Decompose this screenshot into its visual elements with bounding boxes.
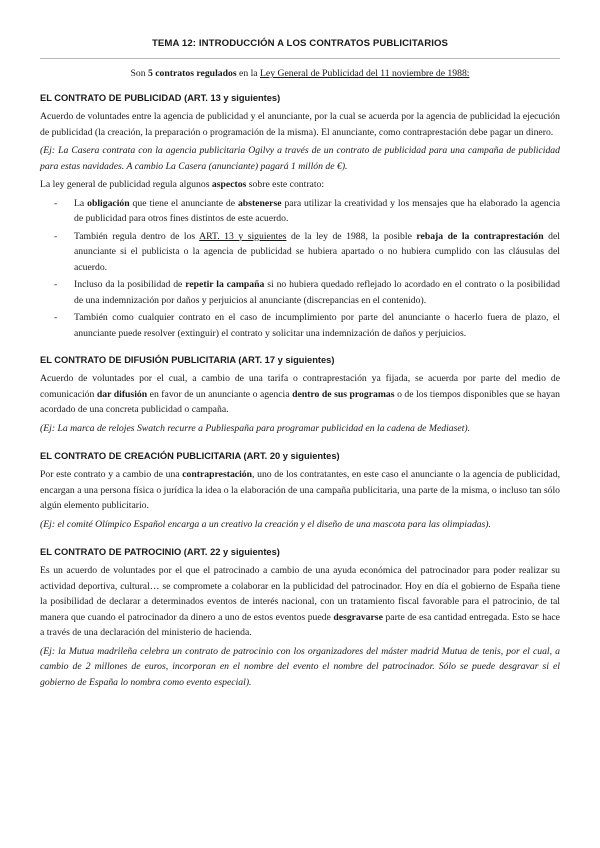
paragraph: Acuerdo de voluntades entre la agencia de publicidad y el anunciante, por la cual se acuerda por la agencia de publicidad la ejecución de publicidad (la creación, la preparación o programación de la misma). El anunciante, como contraprestación debe pagar un dinero. [40, 111, 560, 138]
section-heading-patrocinio: EL CONTRATO DE PATROCINIO (ART. 22 y siguientes) [40, 547, 280, 557]
text-run: en favor de un anunciante o agencia [147, 388, 293, 400]
list-item [54, 310, 560, 341]
example-paragraph: (Ej: el comité Olímpico Español encarga a un creativo la creación y el diseño de una mascota para las olimpiadas). [40, 518, 491, 530]
section-heading-publicidad: EL CONTRATO DE PUBLICIDAD (ART. 13 y siguientes) [40, 93, 281, 103]
intro-text: en la [236, 68, 261, 79]
dash-bullet: - [54, 197, 58, 209]
bold-run: obligación [87, 197, 130, 209]
bold-run: dentro de sus programas [292, 388, 395, 400]
text-run: parte de esa cantidad entregada. Esto se hace a través de una declaración del ministerio de hacienda. [40, 611, 560, 638]
section-heading-creacion: EL CONTRATO DE CREACIÓN PUBLICITARIA (ART. 20 y siguientes) [40, 451, 340, 461]
example-paragraph: (Ej: la Mutua madrileña celebra un contrato de patrocinio con los organizadores del máster madrid Mutua de tenis, por el cual, a cambio de 2 millones de euros, incorporan en el nombre del evento el nombre del patrocinador. Sólo se puede desgravar si el gobierno de España lo nombra como evento especial). [40, 645, 560, 688]
dash-bullet: - [54, 279, 58, 290]
text-run: sobre este contrato: [246, 179, 325, 190]
bold-run: rebaja de la contraprestación [416, 230, 544, 242]
paragraph [40, 467, 560, 514]
text-run: si no hubiera quedado reflejado lo acordado en el contrato o la posibilidad de una indemnización por daños y perjuicios al anunciante (discrepancias en el contenido). [74, 279, 560, 306]
intro-text: Son [130, 68, 148, 79]
text-run: , uno de los contratantes, en este caso el anunciante o la agencia de publicidad, encargan a una persona física o jurídica la idea o la elaboración de una campaña publicitaria, una parte de la misma, o incluso tan sólo algún elemento publicitario. [40, 469, 560, 511]
bold-run: dar difusión [96, 388, 148, 400]
section-heading-difusion: EL CONTRATO DE DIFUSIÓN PUBLICITARIA (ART. 17 y siguientes) [40, 355, 335, 365]
bold-run: aspectos [211, 179, 247, 190]
text-run: También como cualquier contrato en el caso de incumplimiento por parte del anunciante o hacerlo fuera de plazo, el anunciante puede resolver (extinguir) el contrato y solicitar una indemnización de daños y perjuicios. [74, 312, 560, 339]
text-run: que tiene el anunciante de [129, 197, 238, 209]
bold-run: desgravarse [333, 611, 383, 623]
example-paragraph: (Ej: La marca de relojes Swatch recurre a Publiespaña para programar publicidad en la cadena de Mediaset). [40, 422, 471, 434]
text-run: También regula dentro de los [74, 230, 200, 242]
text-run: o de los tiempos disponibles que se hayan acordado de una concreta publicidad o campaña. [40, 388, 560, 415]
text-run: Es un acuerdo de voluntades por el que el patrocinado a cambio de una ayuda económica del patrocinador para poder realizar su actividad deportiva, cultural… se compromete a colaborar en la publicidad del patrocinador. Hoy en día el gobierno de España tiene la posibilidad de declarar a determinados eventos de interés nacional, con un tratamiento fiscal favorable para el patrocinio, de tal manera que cuando el patrocinador da dinero a uno de estos eventos puede [40, 565, 560, 623]
example-paragraph: (Ej: La Casera contrata con la agencia publicitaria Ogilvy a través de un contrato de publicidad para una campaña de publicidad para estas navidades. A cambio La Casera (anunciante) pagará 1 millón de €). [40, 145, 560, 172]
law-reference: Ley General de Publicidad del 11 noviembre de 1988: [260, 68, 470, 79]
text-run: Acuerdo de voluntades por el cual, a cambio de una tarifa o contraprestación ya fijada, se acuerda por parte del medio de comunicación [40, 373, 560, 400]
text-run: del anunciante si el publicista o la agencia de publicidad se hubiera apartado o no hubiera cumplido con las cláusulas del acuerdo. [74, 230, 560, 273]
bold-run: contraprestación [182, 469, 253, 480]
list-item [54, 229, 560, 276]
text-run: de la ley de 1988, la posible [286, 230, 417, 242]
text-run: Por este contrato y a cambio de una [40, 469, 183, 480]
intro-bold: 5 contratos regulados [147, 68, 237, 79]
paragraph [40, 563, 560, 641]
spacer [40, 535, 560, 547]
spacer [40, 439, 560, 451]
dash-bullet: - [54, 312, 58, 323]
bold-run: repetir la campaña [185, 279, 265, 290]
text-run: La [74, 197, 88, 209]
underlined-run: ART. 13 y siguientes [199, 230, 287, 242]
text-run: Incluso da la posibilidad de [74, 279, 186, 290]
dash-bullet: - [54, 230, 58, 242]
title-divider [40, 58, 560, 59]
document-title: TEMA 12: INTRODUCCIÓN A LOS CONTRATOS PUBLICITARIOS [151, 38, 449, 49]
list-item [54, 277, 560, 308]
spacer [40, 343, 560, 355]
aspects-list [40, 196, 560, 342]
paragraph [40, 177, 560, 193]
text-run: para utilizar la creatividad y los mensajes que ha elaborado la agencia de publicidad para otros fines distintos de este acuerdo. [74, 197, 561, 224]
text-run: La ley general de publicidad regula algunos [40, 179, 212, 190]
intro-line [40, 68, 560, 79]
bold-run: abstenerse [237, 197, 282, 209]
paragraph [40, 371, 560, 418]
list-item [54, 196, 560, 227]
